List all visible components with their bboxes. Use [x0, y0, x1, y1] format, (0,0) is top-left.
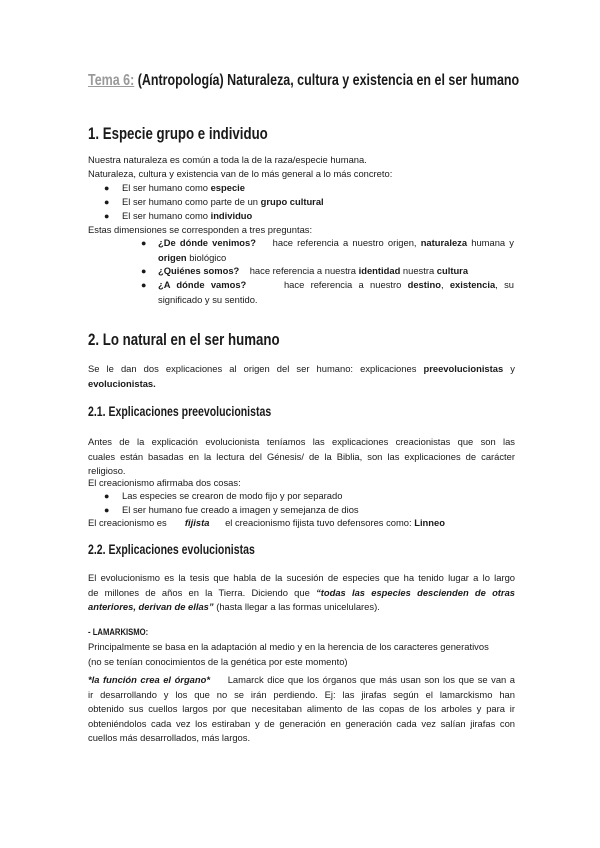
paragraph: Principalmente se basa en la adaptación al medio y en la herencia de los caracteres generativos (no se tenían conocimientos de la genética por este momento) [88, 641, 489, 667]
list-item: El ser humano fue creado a imagen y semejanza de dios [122, 504, 359, 515]
list-item: El ser humano como parte de un grupo cultural [122, 196, 324, 207]
list-item: El ser humano como especie [122, 182, 245, 193]
document-title [88, 72, 600, 90]
bullet-icon: ● [104, 183, 110, 193]
bullet-icon: ● [104, 491, 110, 501]
bullet-icon: ● [141, 280, 147, 290]
section-2-1-heading: 2.1. Explicaciones preevolucionistas [88, 404, 272, 419]
bullet-icon: ● [141, 238, 147, 248]
paragraph: Naturaleza, cultura y existencia van de lo más general a lo más concreto: [88, 168, 393, 179]
title-text: (Antropología) Naturaleza, cultura y existencia en el ser humano [134, 72, 520, 89]
paragraph: Estas dimensiones se corresponden a tres preguntas: [88, 224, 313, 235]
bullet-icon: ● [104, 505, 110, 515]
list-item: Las especies se crearon de modo fijo y por separado [122, 490, 343, 501]
paragraph: El evolucionismo es la tesis que habla de la sucesión de especies que ha tenido lugar a lo largo de millones de años en la Tierra. Diciendo que “todas las especies descienden de otras anteriores, derivan de ellas” (hasta llegar a las formas unicelulares). [88, 572, 515, 612]
section-1-heading: 1. Especie grupo e individuo [88, 124, 268, 143]
paragraph: Antes de la explicación evolucionista teníamos las explicaciones creacionistas que son las cuales están basadas en la lectura del Génesis/ de la Biblia, son las explicaciones de carácter religioso. [88, 436, 515, 476]
bullet-icon: ● [141, 266, 147, 276]
paragraph: Se le dan dos explicaciones al origen del ser humano: explicaciones preevolucionistas y evolucionistas. [88, 363, 515, 389]
bullet-icon: ● [104, 197, 110, 207]
tema-label: Tema 6: [88, 72, 135, 89]
list-item: ¿Quiénes somos? hace referencia a nuestra identidad nuestra cultura [158, 265, 469, 276]
paragraph: El creacionismo afirmaba dos cosas: [88, 477, 241, 488]
list-item: El ser humano como individuo [122, 210, 253, 221]
bullet-icon: ● [104, 211, 110, 221]
list-item: ¿A dónde vamos? hace referencia a nuestro destino, existencia, su significado y su sentido. [158, 279, 514, 305]
lamarkismo-subheading: - LAMARKISMO: [88, 626, 149, 637]
paragraph: *la función crea el órgano* Lamarck dice que los órganos que más usan son los que se van a ir desarrollando y los que no se irán perdiendo. Ej: las jirafas según el lamarckismo han obtenido sus cuellos largos por que necesitaban alimento de las copas de los arboles y para ir obteniéndolos cada vez los estiraban y de generación en generación cada vez salían jirafas con cuellos más desarrollados, más largos. [88, 674, 516, 743]
paragraph: El creacionismo es fijista el creacionismo fijista tuvo defensores como: Linneo [88, 517, 445, 528]
paragraph: Nuestra naturaleza es común a toda la de la raza/especie humana. [88, 154, 367, 165]
list-item: ¿De dónde venimos? hace referencia a nuestro origen, naturaleza humana y origen biológico [158, 237, 514, 263]
section-2-heading: 2. Lo natural en el ser humano [88, 330, 280, 349]
section-2-2-heading: 2.2. Explicaciones evolucionistas [88, 542, 255, 557]
